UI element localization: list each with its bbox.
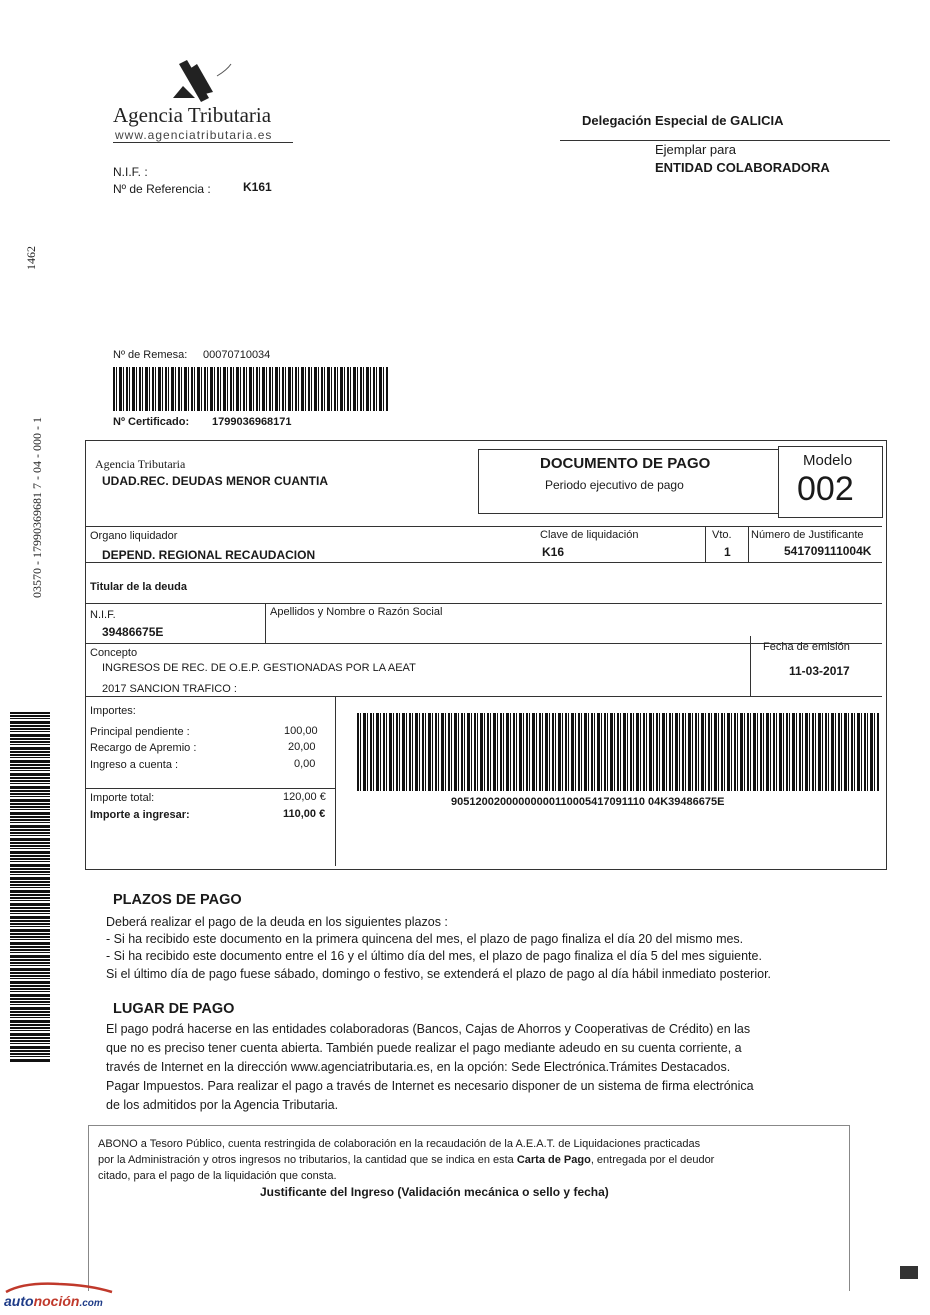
abono-carta-pago: Carta de Pago [516, 1154, 591, 1166]
watermark-car-icon [4, 1280, 114, 1294]
divider-v3 [748, 526, 749, 562]
recargo-value: 20,00 [288, 741, 316, 753]
ingreso-cuenta-value: 0,00 [294, 758, 316, 770]
plazos-line2: - Si ha recibido este documento en la primera quincena del mes, el plazo de pago finaliza el día 20 del mismo mes. [106, 932, 744, 946]
vto-label: Vto. [712, 529, 732, 541]
nif-form-value: 39486675E [102, 625, 164, 639]
agency-logo [165, 58, 235, 104]
remesa-label: Nº de Remesa: [113, 349, 188, 361]
nif-form-label: N.I.F. [90, 609, 116, 621]
copy-for-value: ENTIDAD COLABORADORA [655, 160, 830, 175]
organo-label: Organo liquidador [90, 530, 178, 542]
margin-code-top: 1462 [24, 246, 38, 270]
principal-label: Principal pendiente : [90, 726, 190, 738]
plazos-line1: Deberá realizar el pago de la deuda en los siguientes plazos : [106, 915, 448, 929]
concepto-line2: 2017 SANCION TRAFICO : [102, 683, 237, 695]
certificado-label: Nº Certificado: [113, 416, 190, 428]
divider-h5 [85, 696, 882, 697]
certificado-value: 1799036968171 [212, 416, 292, 428]
principal-value: 100,00 [284, 725, 318, 737]
ref-value: K161 [243, 180, 272, 194]
payment-barcode [357, 713, 879, 791]
agency-name: Agencia Tributaria [113, 103, 272, 127]
nif-label: N.I.F. : [113, 165, 148, 179]
lugar-line4: Pagar Impuestos. Para realizar el pago a través de Internet es necesario disponer de un sistema de firma electrónica [106, 1079, 754, 1093]
lugar-title: LUGAR DE PAGO [113, 1001, 235, 1017]
agency-logo-icon [165, 58, 235, 104]
organo-value: DEPEND. REGIONAL RECAUDACION [102, 548, 316, 562]
apellidos-label: Apellidos y Nombre o Razón Social [270, 606, 443, 618]
modelo-value: 002 [797, 470, 854, 508]
plazos-line3: - Si ha recibido este documento entre el 16 y el último día del mes, el plazo de pago finaliza el día 5 del mes siguiente. [106, 949, 762, 963]
agency-url: www.agenciatributaria.es [115, 128, 273, 142]
justificante-label: Número de Justificante [751, 529, 864, 541]
divider-v1 [478, 449, 479, 513]
divider-h6 [85, 788, 335, 789]
url-divider [113, 142, 293, 143]
abono-line2a: por la Administración y otros ingresos no tributarios, la cantidad que se indica en esta [98, 1154, 517, 1166]
divider-v2 [705, 526, 706, 562]
total-value: 120,00 € [283, 791, 326, 803]
importes-label: Importes: [90, 705, 136, 717]
justificante-ingreso: Justificante del Ingreso (Validación mecánica o sello y fecha) [260, 1185, 609, 1199]
delegation-title: Delegación Especial de GALICIA [582, 113, 784, 128]
lugar-line3: través de Internet en la dirección www.agenciatributaria.es, en la opción: Sede Electrónica.Trámites Destacados. [106, 1060, 731, 1074]
watermark-brand [4, 1293, 103, 1309]
ingreso-cuenta-label: Ingreso a cuenta : [90, 759, 179, 771]
lugar-line1: El pago podrá hacerse en las entidades colaboradoras (Bancos, Cajas de Ahorros y Cooperativas de Crédito) en las [106, 1022, 751, 1036]
ref-label: Nº de Referencia : [113, 182, 211, 196]
abono-line2 [98, 1154, 714, 1166]
doc-subtitle: Periodo ejecutivo de pago [545, 478, 684, 492]
divider-v6 [335, 696, 336, 866]
abono-line1: ABONO a Tesoro Público, cuenta restringida de colaboración en la recaudación de la A.E.A.T. de Liquidaciones practicadas [98, 1138, 701, 1150]
concepto-label: Concepto [90, 647, 138, 659]
clave-value: K16 [542, 545, 565, 559]
divider-h-top [478, 449, 778, 450]
watermark-brand-c: .com [79, 1298, 103, 1309]
divider-v4 [265, 603, 266, 643]
concepto-line1: INGRESOS DE REC. DE O.E.P. GESTIONADAS POR LA AEAT [102, 662, 416, 674]
corner-mark [900, 1266, 918, 1279]
plazos-line4: Si el último día de pago fuese sábado, domingo o festivo, se extenderá el plazo de pago al día hábil inmediato posterior. [106, 967, 772, 981]
total-label: Importe total: [90, 792, 155, 804]
titular-label: Titular de la deuda [90, 581, 187, 593]
header-divider [560, 140, 890, 141]
margin-code-vertical: 03570 - 17990369681 7 - 04 - 000 - 1 [30, 417, 44, 598]
watermark-brand-a: auto [4, 1293, 34, 1309]
divider-h3 [85, 603, 882, 604]
clave-label: Clave de liquidación [540, 529, 639, 541]
barcode-number: 90512002000000000110005417091110 04K39486675E [451, 796, 725, 808]
divider-h1 [85, 526, 882, 527]
recargo-label: Recargo de Apremio : [90, 742, 197, 754]
ingresar-value: 110,00 € [283, 808, 326, 820]
lugar-line5: de los admitidos por la Agencia Tributaria. [106, 1098, 339, 1112]
fecha-label: Fecha de emisión [763, 641, 850, 653]
ingresar-label: Importe a ingresar: [90, 809, 190, 821]
copy-for-label: Ejemplar para [655, 142, 736, 157]
watermark-brand-b: noción [33, 1293, 80, 1309]
divider-v5 [750, 636, 751, 696]
fecha-value: 11-03-2017 [789, 664, 850, 678]
modelo-label: Modelo [803, 452, 853, 469]
justificante-value: 541709111004K [784, 544, 872, 558]
lugar-line2: que no es preciso tener cuenta abierta. También puede realizar el pago mediante adeudo en su cuenta corriente, a [106, 1041, 742, 1055]
margin-barcode [10, 712, 50, 1062]
abono-line2c: , entregada por el deudor [590, 1154, 715, 1166]
divider-h-top2 [478, 513, 778, 514]
remesa-value: 00070710034 [203, 349, 271, 361]
vto-value: 1 [724, 545, 731, 559]
form-unit: UDAD.REC. DEUDAS MENOR CUANTIA [102, 474, 329, 488]
abono-line3: citado, para el pago de la liquidación que consta. [98, 1170, 337, 1182]
form-agency: Agencia Tributaria [95, 457, 186, 471]
remesa-barcode [113, 367, 388, 411]
plazos-title: PLAZOS DE PAGO [113, 892, 242, 908]
divider-h2 [85, 562, 882, 563]
doc-title: DOCUMENTO DE PAGO [540, 455, 711, 472]
